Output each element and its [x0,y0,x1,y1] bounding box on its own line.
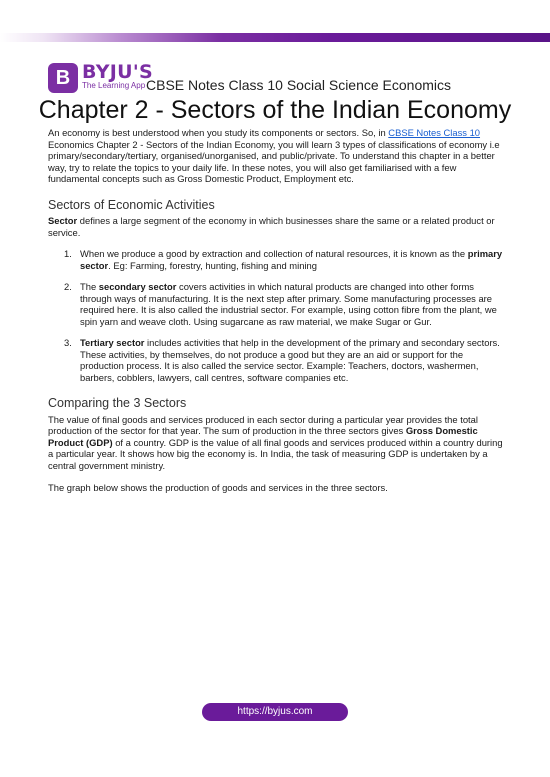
sector-definition [48,215,506,238]
gdp-term: Gross Domestic Product (GDP) [48,425,478,448]
list-term: Tertiary sector [80,337,145,348]
list-text-pre: The [80,281,99,292]
brand-name: BYJU'S [82,61,153,83]
footer-url-badge[interactable]: https://byjus.com [202,703,348,721]
sector-definition-text: defines a large segment of the economy in which businesses share the same or a related product or service. [48,215,495,238]
sector-term: Sector [48,215,78,226]
gdp-paragraph [48,414,506,472]
intro-text-1: An economy is best understood when you study its components or sectors. So, in [48,127,389,138]
list-term: secondary sector [98,281,177,292]
list-item [48,281,506,327]
list-number: 1. [64,248,72,259]
document-body [48,127,506,494]
gdp-text-pre: The value of final goods and services produced in each sector during a particular year provides the total production of the sector for that year. The sum of production in the three sectors gives [48,413,478,436]
list-number: 2. [64,281,72,292]
graph-intro-paragraph: The graph below shows the production of goods and services in the three sectors. [48,482,388,493]
list-text-post: covers activities in which natural products are changed into other forms through ways of manufacturing. It is the next step after primary. Some manufacturing processes are required here. It is also called the industrial sector. For example, using cotton fibre from the plant, we spin yarn and weave cloth. Using sugarcane as raw material, we make Sugar or Gur. [80,281,497,327]
brand-tagline: The Learning App [82,81,146,90]
list-term: primary sector [80,248,503,271]
top-gradient-bar [0,33,550,42]
gdp-text-post: of a country. GDP is the value of all final goods and services produced within a country during a particular year. It shows how big the economy is. In India, the task of measuring GDP is undertaken by a central government ministry. [48,436,503,471]
list-text-post: includes activities that help in the development of the primary and secondary sectors. These activities, by themselves, do not produce a good but they are an aid or support for the production process. It is also called the service sector. Example: Teachers, doctors, washermen, barbers, cobblers, lawyers, call centres, software companies etc. [80,337,500,383]
section-heading-sectors: Sectors of Economic Activities [48,197,215,212]
list-text-post: . Eg: Farming, forestry, hunting, fishing and mining [108,259,317,271]
header-title: CBSE Notes Class 10 Social Science Economics [146,77,452,93]
list-item [48,248,506,271]
page-header [48,63,518,97]
document-title: Chapter 2 - Sectors of the Indian Economy [38,96,512,124]
intro-text-2: Economics Chapter 2 - Sectors of the Indian Economy, you will learn 3 types of classifications of economy i.e primary/secondary/tertiary, organised/unorganised, and public/private. To understand this chapter in a better way, try to relate the topics to your daily life. In these notes, you will also get familiarised with a few fundamental concepts such as Gross Domestic Product, Employment etc. [48,138,500,184]
section-heading-comparing: Comparing the 3 Sectors [48,396,187,410]
list-number: 3. [64,337,72,348]
sector-list [48,248,506,383]
paragraph-gap [48,471,506,482]
cbse-notes-link[interactable]: CBSE Notes Class 10 [388,127,481,138]
byjus-logo-icon [48,63,78,93]
logo-letter: B [55,66,71,89]
list-item [48,337,506,383]
list-text-pre: When we produce a good by extraction and collection of natural resources, it is known as the [80,248,468,259]
intro-paragraph [48,127,506,185]
